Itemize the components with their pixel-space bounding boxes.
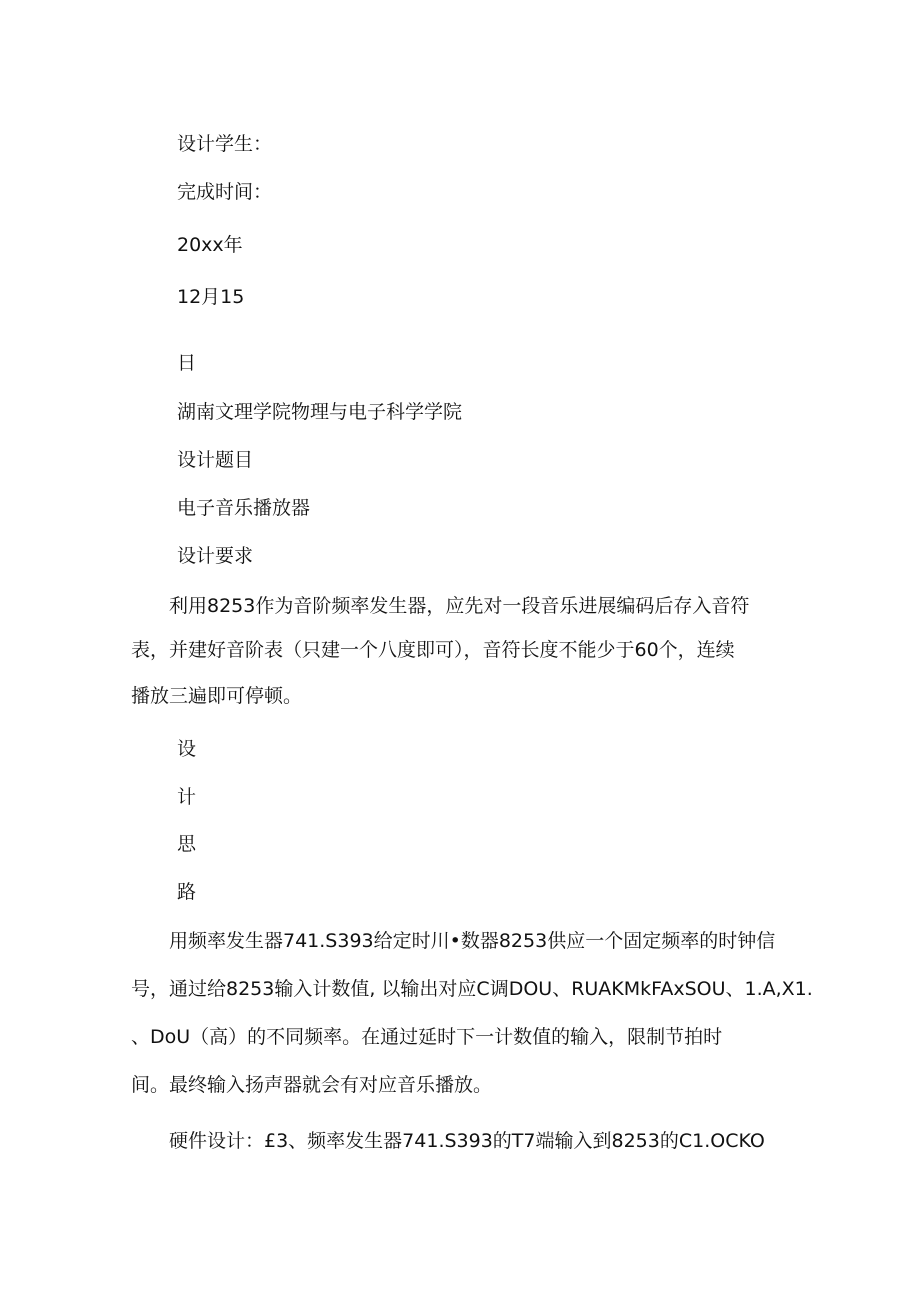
approach-line: 、DoU（高）的不同频率。在通过延时下一计数值的输入，限制节拍时: [131, 1026, 723, 1048]
requirements-line: 播放三遍即可停顿。: [131, 685, 303, 707]
completion-day-char: 日: [177, 352, 197, 374]
hardware-line: 硬件设计：£3、频率发生器741.S393的T7端输入到8253的C1.OCKO: [131, 1130, 765, 1152]
requirements-line: 利用8253作为音阶频率发生器，应先对一段音乐进展编码后存入音符: [131, 595, 750, 617]
approach-heading-char: 计: [177, 786, 197, 808]
approach-line: 号，通过给8253输入计数值, 以输出对应C调DOU、RUAKMkFAxSOU、1.A,X1.: [131, 978, 813, 1000]
designer-label: 设计学生：: [177, 133, 273, 155]
requirements-heading: 设计要求: [177, 545, 254, 567]
hardware-paragraph: [131, 1129, 791, 1153]
institution-name: 湖南文理学院物理与电子科学学院: [177, 401, 463, 423]
approach-line: 用频率发生器741.S393给定时川•数器8253供应一个固定频率的时钟信: [131, 930, 776, 952]
completion-year: 20xx年: [177, 234, 243, 256]
approach-paragraph: [131, 929, 813, 1097]
approach-heading-char: 路: [177, 881, 197, 903]
completion-month-day: 12月15: [177, 286, 245, 308]
topic-heading: 设计题目: [177, 449, 254, 471]
approach-heading-char: 设: [177, 738, 197, 760]
requirements-paragraph: [131, 594, 791, 708]
approach-line: 间。最终输入扬声器就会有对应音乐播放。: [131, 1074, 493, 1096]
topic-value: 电子音乐播放器: [177, 497, 311, 519]
approach-heading-char: 思: [177, 833, 197, 855]
completion-time-label: 完成时间：: [177, 181, 273, 203]
requirements-line: 表，并建好音阶表（只建一个八度即可），音符长度不能少于60个，连续: [131, 639, 735, 661]
